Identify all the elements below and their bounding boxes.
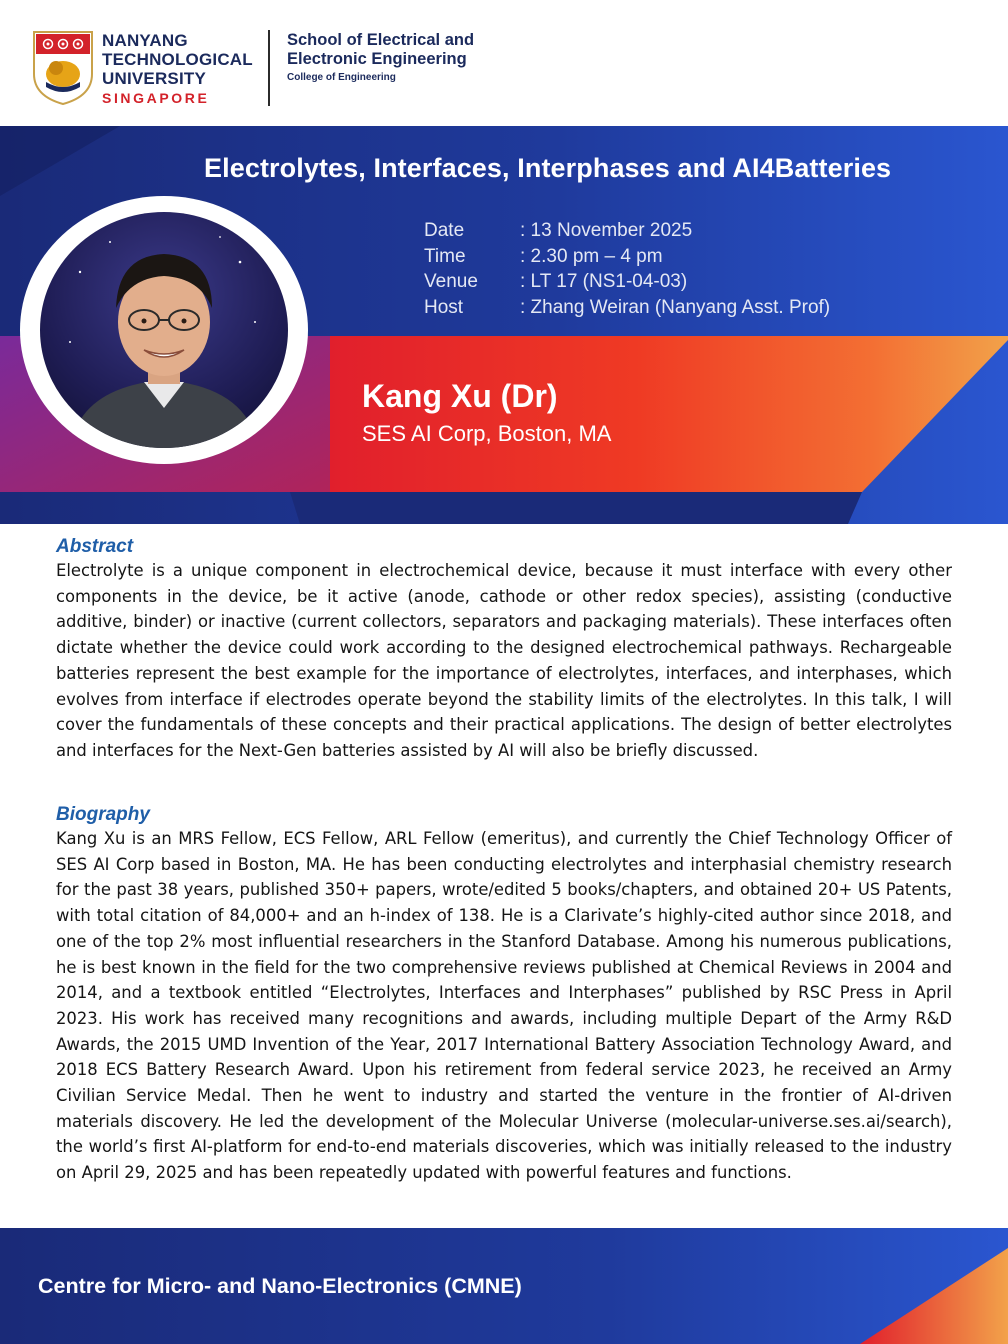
- speaker-name: Kang Xu (Dr): [362, 378, 558, 414]
- detail-value: : 2.30 pm – 4 pm: [520, 245, 663, 267]
- footer-centre-name: Centre for Micro- and Nano-Electronics (CMNE): [38, 1274, 522, 1298]
- event-title: Electrolytes, Interfaces, Interphases and AI4Batteries: [204, 153, 892, 183]
- detail-row-venue: [424, 271, 830, 297]
- header-divider: [268, 30, 270, 106]
- abstract-section: [56, 536, 952, 764]
- detail-label: Date: [424, 220, 465, 241]
- event-details: [424, 220, 830, 322]
- college-name: College of Engineering: [287, 72, 396, 83]
- university-name-line-2: TECHNOLOGICAL: [102, 50, 253, 69]
- detail-label: Venue: [424, 271, 478, 292]
- biography-heading: Biography: [56, 804, 150, 825]
- university-name: [102, 31, 253, 106]
- speaker-affiliation: SES AI Corp, Boston, MA: [362, 421, 612, 446]
- biography-section: [56, 804, 952, 1186]
- school-name: [287, 31, 474, 83]
- university-name-line-1: NANYANG: [102, 31, 188, 50]
- speaker-photo: [40, 212, 288, 448]
- detail-value: : 13 November 2025: [520, 220, 693, 241]
- detail-row-date: [424, 220, 830, 246]
- abstract-text: Electrolyte is a unique component in electrochemical device, because it must interface with every other components in the device, be it active (anode, cathode or other redox species), assisting (conductive additive, binder) or inactive (current collectors, separators and packaging materials). These interfaces often dictate whether the device could work according to the designed electrochemical pathways. Rechargeable batteries represent the best example for the importance of electrolytes, interfaces, and interphases, which evolves from interface if electrodes operate beyond the stability limits of the electrolytes. In this talk, I will cover the fundamentals of these concepts and their practical applications. The design of better electrolytes and interfaces for the Next-Gen batteries assisted by AI will also be briefly discussed.: [56, 561, 952, 760]
- detail-label: Time: [424, 245, 466, 267]
- detail-row-time: [424, 246, 830, 272]
- header: [0, 0, 1008, 126]
- school-name-line-1: School of Electrical and: [287, 31, 475, 49]
- biography-text: Kang Xu is an MRS Fellow, ECS Fellow, ARL Fellow (emeritus), and currently the Chief Technology Officer of SES AI Corp based in Boston, MA. He has been conducting electrolytes and interphasial chemistry research for the past 38 years, published 350+ papers, wrote/edited 5 books/chapters, and obtained 20+ US Patents, with total citation of 84,000+ and an h-index of 138. He is a Clarivate’s highly-cited author since 2018, and one of the top 2% most influential researchers in the Stanford Database. Among his numerous publications, he is best known in the field for the two comprehensive reviews published at Chemical Reviews in 2004 and 2014, and a textbook entitled “Electrolytes, Interfaces and Interphases” published by RSC Press in April 2023. His work has received many recognitions and awards, including multiple Depart of the Army R&D Awards, the 2015 UMD Invention of the Year, 2017 International Battery Association Technology Award, and 2018 ECS Battery Research Award. Upon his retirement from federal service 2023, he received an Army Civilian Service Medal. Then he went to industry and started the venture in the frontier of AI-driven materials discovery. He led the development of the Molecular Universe (molecular-universe.ses.ai/search), the world’s first AI-platform for end-to-end materials discoveries, which was initially released to the industry on April 29, 2025 and has been repeatedly updated with powerful features and functions.: [56, 829, 952, 1183]
- university-country: SINGAPORE: [102, 90, 210, 106]
- detail-value: : Zhang Weiran (Nanyang Asst. Prof): [520, 296, 831, 318]
- school-name-line-2: Electronic Engineering: [287, 50, 467, 68]
- detail-label: Host: [424, 296, 464, 318]
- detail-value: : LT 17 (NS1-04-03): [520, 271, 688, 292]
- abstract-heading: Abstract: [56, 536, 134, 557]
- university-name-line-3: UNIVERSITY: [102, 69, 207, 88]
- detail-row-host: [424, 297, 830, 323]
- ntu-crest-logo: [32, 30, 94, 106]
